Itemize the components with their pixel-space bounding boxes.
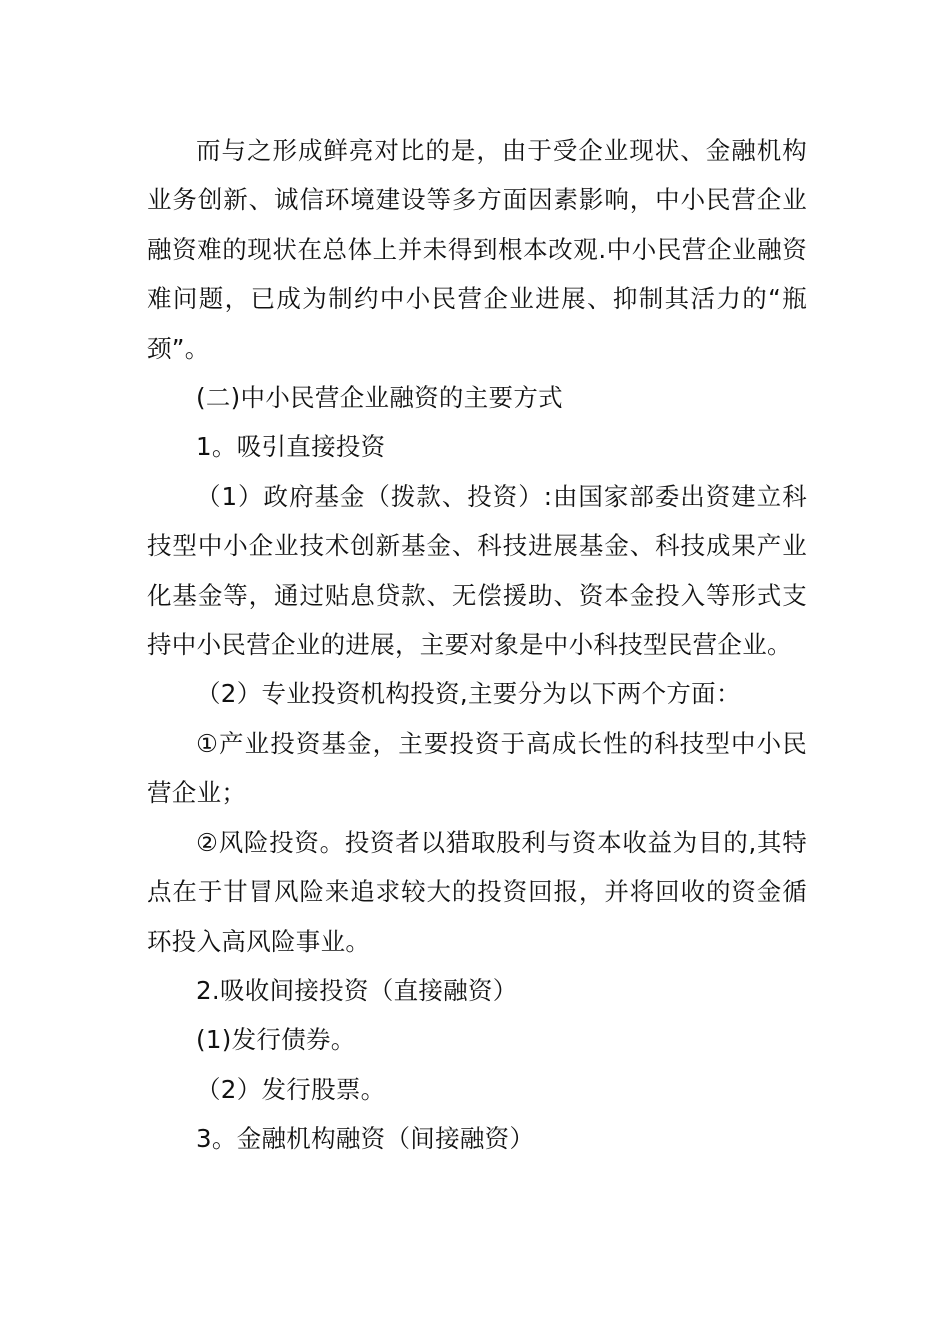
heading-direct-investment: 1。吸引直接投资 [196,432,386,462]
paragraph-intro: 而与之形成鲜亮对比的是，由于受企业现状、金融机构业务创新、诚信环境建设等多方面因素影响，中小民营企业融资难的现状在总体上并未得到根本改观.中小民营企业融资难问题，已成为制约中小民营企业进展、抑制其活力的“瓶颈”。 [147,136,807,363]
item-issue-stocks: （2）发行股票。 [196,1074,386,1104]
section-heading-financing-methods: (二)中小民营企业融资的主要方式 [196,383,563,413]
paragraph-venture-capital: ②风险投资。投资者以猎取股利与资本收益为目的,其特点在于甘冒风险来追求较大的投资回报，并将回收的资金循环投入高风险事业。 [147,827,807,956]
paragraph-industry-fund: ①产业投资基金，主要投资于高成长性的科技型中小民营企业； [147,728,807,808]
heading-financial-institution-financing: 3。金融机构融资（间接融资） [196,1124,535,1154]
paragraph-government-fund: （1）政府基金（拨款、投资）:由国家部委出资建立科技型中小企业技术创新基金、科技进展基金、科技成果产业化基金等，通过贴息贷款、无偿援助、资本金投入等形式支持中小民营企业的进展，主要对象是中小科技型民营企业。 [147,481,807,660]
heading-indirect-investment: 2.吸收间接投资（直接融资） [196,975,518,1005]
paragraph-professional-investment: （2）专业投资机构投资,主要分为以下两个方面： [196,679,741,709]
document-body [147,126,807,1164]
item-issue-bonds: (1)发行债券。 [196,1025,356,1055]
